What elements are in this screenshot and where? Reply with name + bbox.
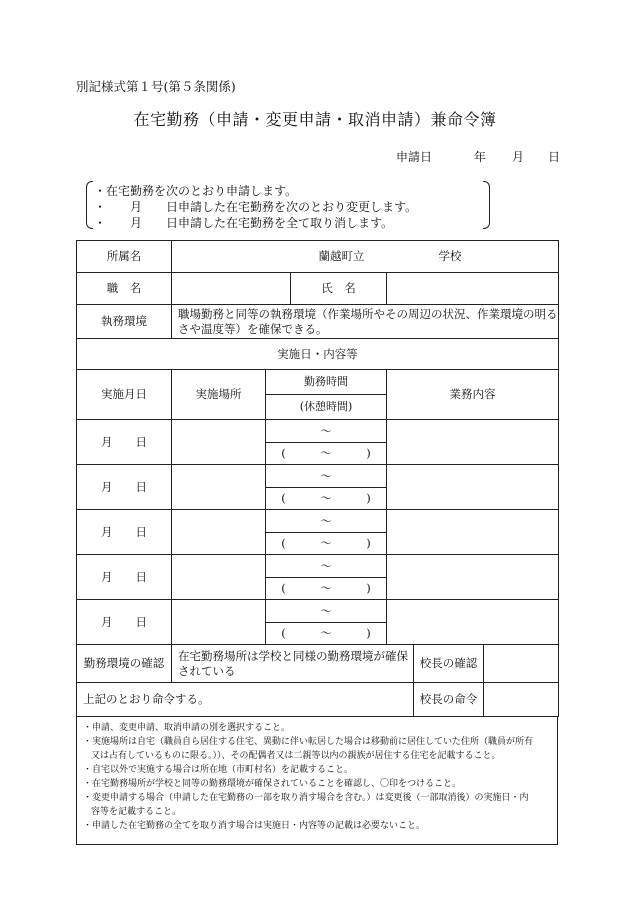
row-place[interactable] [172,510,266,555]
note-item: ・在宅勤務場所が学校と同等の勤務環境が確保されていることを確認し、〇印をつけること。 [83,779,462,789]
note-item: ・自宅以外で実施する場合は所在地（市町村名）を記載すること。 [83,765,354,775]
principal-confirm-label: 校長の確認 [414,645,484,683]
row-date[interactable]: 月 日 [77,600,172,645]
schedule-header: 実施日・内容等 [77,339,559,370]
affiliation-prefix: 蘭越町立 [318,249,365,264]
row-time[interactable]: 〜 [266,600,387,623]
row-work[interactable] [387,420,559,465]
order-form-table [76,240,559,717]
row-work[interactable] [387,600,559,645]
row-time[interactable]: 〜 [266,510,387,533]
row-place[interactable] [172,465,266,510]
option-cancel[interactable]: ・ 月 日申請した在宅勤務を全て取り消します。 [94,216,394,230]
job-title-label: 職 名 [77,273,172,305]
note-item: ・実施場所は自宅（職員自ら居住する住宅、異動に伴い転居した場合は移動前に居住していた住所（職員が所有 [83,737,534,747]
notes-section [76,717,558,845]
date-label: 申請日 [396,150,433,164]
date-month: 月 [512,150,525,164]
row-place[interactable] [172,555,266,600]
affiliation-field[interactable] [172,241,559,273]
row-work[interactable] [387,555,559,600]
note-item: ・申請した在宅勤務の全てを取り消す場合は実施日・内容等の記載は必要ないこと。 [83,821,426,831]
option-change[interactable]: ・ 月 日申請した在宅勤務を次のとおり変更します。 [94,200,418,214]
principal-order-label: 校長の命令 [414,683,484,717]
job-title-field[interactable] [172,273,291,305]
option-apply[interactable]: ・在宅勤務を次のとおり申請します。 [94,184,298,198]
col-date-header: 実施月日 [77,370,172,420]
left-bracket [86,181,93,229]
date-day: 日 [548,150,561,164]
row-time[interactable]: 〜 [266,420,387,443]
note-item: ・申請、変更申請、取消申請の別を選択すること。 [83,723,291,733]
principal-confirm-field[interactable] [484,645,559,683]
note-item: 容等を記載すること。 [91,807,182,817]
date-year: 年 [474,150,487,164]
confirm-text[interactable]: 在宅勤務場所は学校と同様の勤務環境が確保されている [172,645,414,683]
application-date [396,148,560,165]
row-date[interactable]: 月 日 [77,465,172,510]
env-label: 執務環境 [77,305,172,339]
order-statement: 上記のとおり命令する。 [77,683,414,717]
document-title: 在宅勤務（申請・変更申請・取消申請）兼命令簿 [133,110,497,129]
row-break[interactable]: ( 〜 ) [266,443,387,465]
row-time[interactable]: 〜 [266,465,387,488]
name-field[interactable] [387,273,559,305]
row-break[interactable]: ( 〜 ) [266,578,387,600]
row-break[interactable]: ( 〜 ) [266,623,387,645]
env-text: 職場勤務と同等の執務環境（作業場所やその周辺の状況、作業環境の明るさや温度等）を確保できる。 [172,305,559,339]
col-time-header: 勤務時間 [266,370,387,395]
form-label: 別記様式第１号(第５条関係) [76,79,236,94]
row-work[interactable] [387,465,559,510]
affiliation-label: 所属名 [77,241,172,273]
note-item: ・変更申請する場合（申請した在宅勤務の一部を取り消す場合を含む。）は変更後（一部取消後）の実施日・内 [83,793,529,803]
name-label: 氏 名 [291,273,387,305]
confirm-label: 勤務環境の確認 [77,645,172,683]
row-time[interactable]: 〜 [266,555,387,578]
col-place-header: 実施場所 [172,370,266,420]
row-date[interactable]: 月 日 [77,555,172,600]
application-options [86,181,490,229]
row-work[interactable] [387,510,559,555]
row-place[interactable] [172,420,266,465]
affiliation-suffix: 学校 [438,249,462,264]
col-break-header: (休憩時間) [266,395,387,420]
note-item: 又は占有しているものに限る。））、その配偶者又は二親等以内の親族が居住する住宅を記載すること。 [91,751,501,761]
row-break[interactable]: ( 〜 ) [266,533,387,555]
row-date[interactable]: 月 日 [77,420,172,465]
row-date[interactable]: 月 日 [77,510,172,555]
right-bracket [483,181,490,229]
principal-order-field[interactable] [484,683,559,717]
col-work-header: 業務内容 [387,370,559,420]
row-break[interactable]: ( 〜 ) [266,488,387,510]
row-place[interactable] [172,600,266,645]
